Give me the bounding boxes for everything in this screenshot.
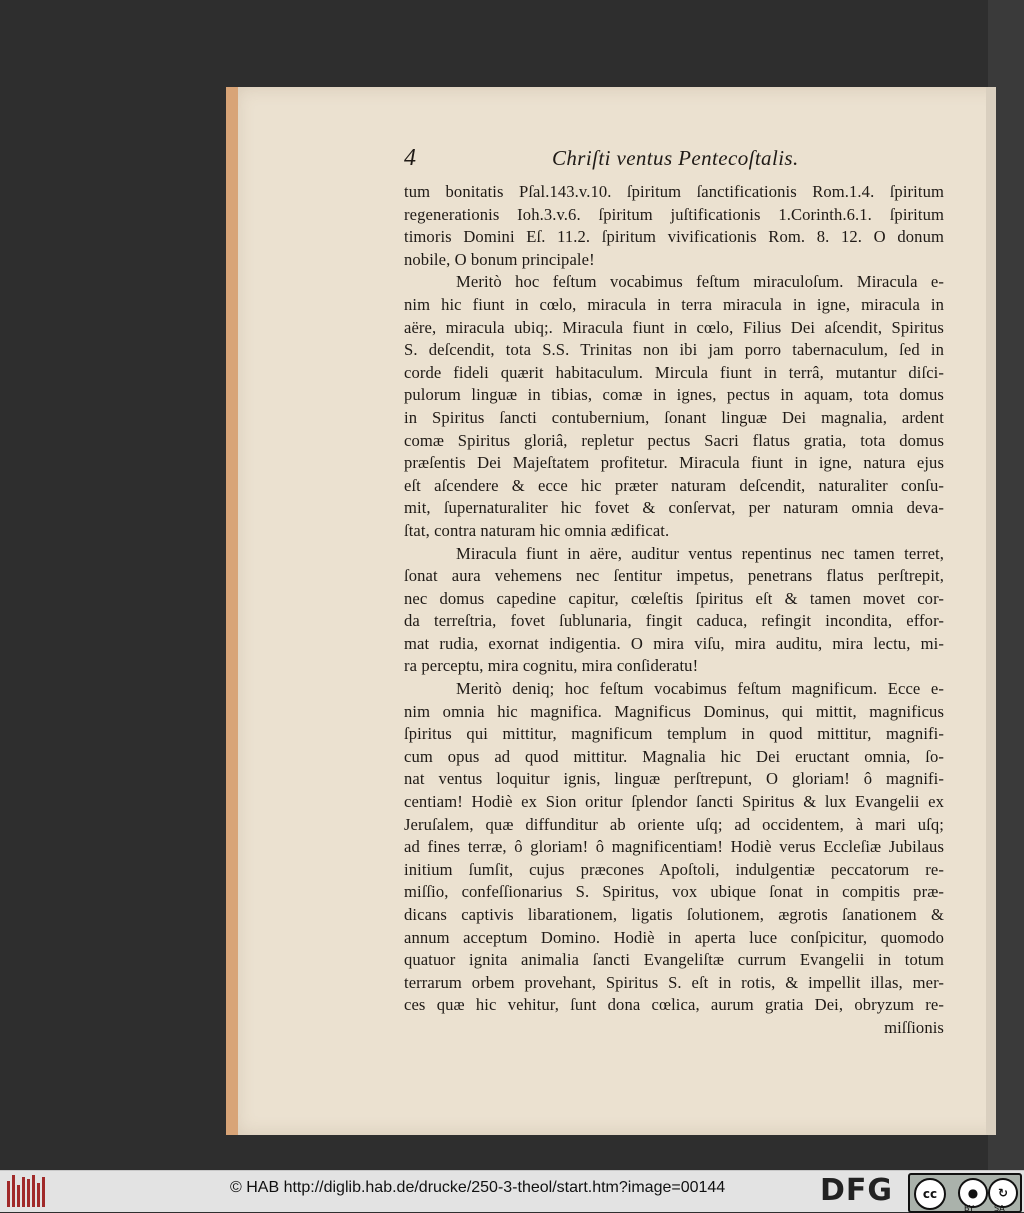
text-line: centiam! Hodiè ex Sion oritur ſplendor ſancti Spiritus & lux Evangelii ex [404,792,944,812]
text-line: Jeruſalem, quæ diffunditur ab oriente uſq; ad occidentem, à mari uſq; [404,814,944,834]
text-line: mit, ſupernaturaliter hic fovet & conſervat, per naturam omnia deva- [404,498,944,518]
page-edge-right [986,87,996,1135]
by-label: BY [964,1204,974,1213]
text-line: quatuor ignita animalia ſancti Evangeliſtæ currum Evangelii in totum [404,950,944,970]
text-line: ſonat aura vehemens nec ſentitur impetus, penetrans flatus perſtrepit, [404,566,944,586]
text-line: S. deſcendit, tota S.S. Trinitas non ibi jam porro tabernaculum, ſed in [404,340,944,360]
text-line: nim hic fiunt in cœlo, miracula in terra miracula in igne, miracula in [404,294,944,314]
text-line: timoris Domini Eſ. 11.2. ſpiritum vivificationis Rom. 8. 12. O donum [404,227,944,247]
catchword: miſſionis [884,1017,944,1037]
text-line: nec domus capedine capitur, cœleſtis ſpiritus eſt & tamen movet cor- [404,588,944,608]
text-line: Miracula fiunt in aëre, auditur ventus repentinus nec tamen terret, [456,543,944,563]
text-line: annum acceptum Domino. Hodiè in aperta luce conſpicitur, quomodo [404,927,944,947]
copyright-link[interactable]: © HAB http://diglib.hab.de/drucke/250-3-theol/start.htm?image=00144 [230,1179,726,1196]
hab-logo-icon [7,1175,47,1207]
text-line: ces quæ hic vehitur, ſunt dona cœlica, aurum gratia Dei, obryzum re- [404,995,944,1015]
text-line: in Spiritus ſancti contubernium, ſonant linguæ Dei magnalia, ardent [404,407,944,427]
text-line: mat rudia, exornat indigentia. O mira viſu, mira auditu, mira lectu, mi- [404,633,944,653]
dfg-logo: DFG [820,1173,894,1208]
text-line: comæ Spiritus gloriâ, repletur pectus Sacri flatus gratia, tota domus [404,430,944,450]
text-line: pulorum linguæ in tibias, comæ in ignes, pectus in aquam, tota domus [404,385,944,405]
cc-icon: cc [914,1178,946,1210]
text-line: corde fideli quærit habitaculum. Mircula fiunt in terrâ, mutantur diſci- [404,362,944,382]
text-line: dicans captivis libarationem, ligatis ſolutionem, ægrotis ſanationem & [404,905,944,924]
text-line: terrarum orbem provehant, Spiritus S. eſt in rotis, & impellit illas, mer- [404,972,944,992]
page-text [404,147,944,1040]
share-alike-icon: ↻ [988,1178,1018,1208]
text-line: cum opus ad quod mittitur. Magnalia hic Dei eructant omnia, ſo- [404,746,944,766]
page-number: 4 [404,145,417,171]
sa-label: SA [994,1204,1005,1213]
running-head: Chriſti ventus Pentecoſtalis. [552,146,799,170]
text-line: initium ſumſit, cujus præcones Apoſtoli, indulgentiæ peccatorum re- [404,859,944,879]
person-icon: ● [958,1178,988,1208]
cc-license-badge[interactable] [908,1173,1022,1213]
viewer-footer [0,1170,1024,1212]
text-line: ſpiritus qui mittitur, magnificum templum in quod mittitur, magnifi- [404,724,944,744]
text-line: ad fines terræ, ô gloriam! ô magnificentiam! Hodiè verus Eccleſiæ Jubilaus [404,837,944,857]
text-line: ſtat, contra naturam hic omnia ædificat. [404,520,670,540]
text-line: aëre, miracula ubiq;. Miracula fiunt in cœlo, Filius Dei aſcendit, Spiritus [404,317,944,337]
text-line: nobile, O bonum principale! [404,249,595,269]
text-line: nat ventus loquitur ignis, linguæ perſtrepunt, O gloriam! ô magnifi- [404,769,944,789]
text-line: regenerationis Ioh.3.v.6. ſpiritum juſtificationis 1.Corinth.6.1. ſpiritum [404,204,944,224]
text-line: nim omnia hic magnifica. Magnificus Dominus, qui mittit, magnificus [404,701,944,721]
text-line: tum bonitatis Pſal.143.v.10. ſpiritum ſanctificationis Rom.1.4. ſpiritum [404,182,944,201]
text-line: præſentis Dei Majeſtatem profitetur. Miracula fiunt in igne, natura ejus [404,453,944,473]
text-line: da terreſtria, fovet ſublunaria, fingit caduca, refingit incondita, effor- [404,611,944,631]
page-header [404,147,944,181]
text-line: miſſio, confeſſionarius S. Spiritus, vox ubique ſonat in compitis præ- [404,882,944,902]
page-edge-left [226,87,238,1135]
text-line: ra perceptu, mira cognitu, mira conſideratu! [404,656,699,676]
text-line: Meritò hoc feſtum vocabimus feſtum miraculoſum. Miracula e- [456,272,944,292]
text-line: eſt aſcendere & ecce hic præter naturam deſcendit, naturaliter conſu- [404,475,944,495]
text-line: Meritò deniq; hoc feſtum vocabimus feſtum magnificum. Ecce e- [456,679,944,699]
